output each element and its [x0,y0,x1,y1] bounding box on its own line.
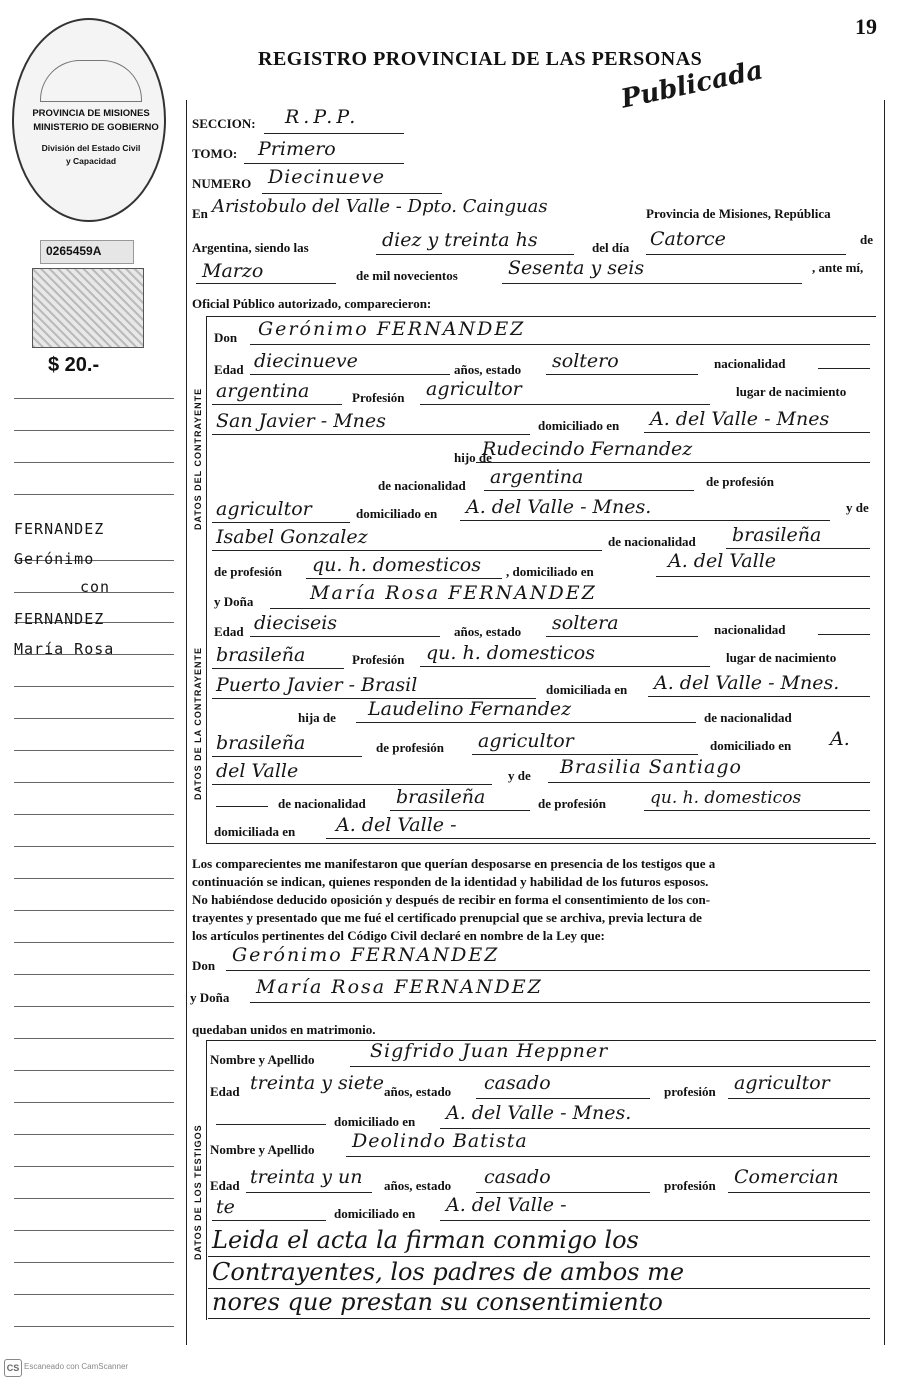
tomo-label: TOMO: [192,146,238,161]
margin-rule [14,942,174,943]
bride-profesion: qu. h. domesticos [426,642,595,664]
declaracion-line-3: No habiéndose deducido oposición y después de recibir en forma el consentimiento de los con- [192,892,711,907]
margin-rule [14,814,174,815]
official-seal [12,18,166,222]
bride-name: María Rosa FERNANDEZ [310,582,597,604]
groom-domicilio-underline [644,432,870,433]
groom-name: Gerónimo FERNANDEZ [258,318,526,340]
margin-rule [14,1294,174,1295]
revenue-stamp-icon [32,268,144,348]
bride-name-underline [270,608,870,609]
t1-name-underline [350,1066,870,1067]
bride-madre-prof-label: de profesión [538,796,607,811]
groom-madre-nac-underline [726,548,870,549]
groom-profesion-underline [420,404,710,405]
closing-note-underline-3 [208,1318,870,1319]
margin-rule [14,1262,174,1263]
bride-madre-nacionalidad: brasileña [396,786,486,808]
edad-label: Edad [214,362,244,377]
groom-madre-profesion: qu. h. domesticos [312,554,481,576]
madre-nac-label: de nacionalidad [608,534,696,549]
bride-padre-prof-label: de profesión [376,740,445,755]
margin-rule [14,1166,174,1167]
t2-profesion: Comercian [734,1166,839,1188]
mes-underline [196,283,336,284]
provincia-text: Provincia de Misiones, República [646,206,831,221]
closing-note-underline-1 [208,1256,870,1257]
seal-line-1: PROVINCIA DE MISIONES [32,108,150,119]
testigos-left-rule [206,1040,207,1320]
groom-padre-nacionalidad: argentina [490,466,584,488]
bride-padre-underline [356,722,696,723]
margin-rule [14,718,174,719]
margin-rule [14,878,174,879]
document-title: REGISTRO PROVINCIAL DE LAS PERSONAS [258,48,703,70]
datos-contrayente-f-label: DATOS DE LA CONTRAYENTE [193,646,203,800]
madre-dom-label: , domiciliado en [506,564,594,579]
seal-line-2: MINISTERIO DE GOBIERNO [33,122,159,133]
datos-contrayente-label: DATOS DEL CONTRAYENTE [193,387,203,530]
tomo-value: Primero [258,138,336,160]
decl-don-label: Don [192,958,216,973]
margin-rule [14,1102,174,1103]
groom-madre-dom-underline [656,576,870,577]
place-value: Aristobulo del Valle - Dpto. Cainguas [212,196,548,217]
margin-rule [14,1006,174,1007]
bride-madre-nac-label: de nacionalidad [278,796,366,811]
ante-mi-text: , ante mí, [812,260,864,275]
contrayente-top-rule [206,316,876,317]
t2-edad-label: Edad [210,1178,240,1193]
bride-edad-label: Edad [214,624,244,639]
publicada-annotation: Publicada [618,55,766,115]
bride-padre-profesion: agricultor [478,730,574,752]
bride-madre-prof-underline [644,810,870,811]
t1-profesion-label: profesión [664,1084,716,1099]
bride-madre-domicilio: A. del Valle - [336,814,457,836]
t2-name-underline [346,1156,870,1157]
groom-padre-underline [476,462,870,463]
groom-madre-domicilio: A. del Valle [668,550,777,572]
camscanner-logo-icon: CS [4,1359,22,1377]
groom-nacionalidad-underline [212,404,342,405]
bride-padre-nacionalidad: brasileña [216,732,306,754]
page-number: 19 [855,14,877,39]
groom-padre-nac-underline [484,490,694,491]
bride-nac-underline [212,668,344,669]
quedaban-text: quedaban unidos en matrimonio. [192,1022,376,1037]
margin-rule [14,910,174,911]
margin-rule [14,1230,174,1231]
scanner-footer-text: Escaneado con CamScanner [24,1362,129,1371]
hijo-label: hijo de [454,450,492,465]
t1-estado: casado [484,1072,551,1094]
t2-estado-underline [476,1192,650,1193]
seal-line-4: y Capacidad [65,156,117,166]
en-label: En [192,206,208,221]
bride-lugar-label: lugar de nacimiento [726,650,837,665]
declaracion-line-5: los artículos pertinentes del Código Civil declaré en nombre de la Ley que: [192,928,605,943]
profesion-label: Profesión [352,390,405,405]
groom-madre: Isabel Gonzalez [216,526,368,548]
bride-padre-nac-underline [212,756,362,757]
decl-dona-label: y Doña [190,990,230,1005]
groom-estado: soltero [552,350,619,372]
t2-profesion-label: profesión [664,1178,716,1193]
t2-edad-underline [246,1192,372,1193]
decl-dona-underline [250,1002,870,1003]
margin-rule [14,1198,174,1199]
t2-profesion-cont: te [216,1196,235,1218]
bride-profesion-underline [420,666,710,667]
t2-domicilio-underline [440,1220,870,1221]
hija-label: hija de [298,710,336,725]
bride-estado-underline [546,636,698,637]
t1-edad: treinta y siete [250,1072,385,1094]
margin-rule [14,494,174,495]
groom-padre-domicilio: A. del Valle - Mnes. [466,496,652,518]
margin-rule [14,782,174,783]
groom-padre-profesion: agricultor [216,498,312,520]
t1-estado-underline [476,1098,650,1099]
t2-domiciliado-label: domiciliado en [334,1206,416,1221]
decl-dona-name: María Rosa FERNANDEZ [256,976,543,998]
t2-domicilio: A. del Valle - [446,1194,567,1216]
groom-edad: diecinueve [254,350,358,372]
margin-rule [14,686,174,687]
dia-value: Catorce [650,228,726,250]
oficial-text: Oficial Público autorizado, comparecieron: [192,296,432,311]
t2-prof-cont-underline [212,1220,326,1221]
bride-padre: Laudelino Fernandez [368,698,572,720]
margin-note-line-2: Gerónimo [14,550,95,568]
anio-underline [502,283,802,284]
datos-testigos-label: DATOS DE LOS TESTIGOS [193,1124,203,1260]
madre-prof-label: de profesión [214,564,283,579]
margin-rule [14,846,174,847]
numero-label: NUMERO [192,176,252,191]
bride-lugar: Puerto Javier - Brasil [216,674,418,696]
bride-madre-profesion: qu. h. domesticos [650,788,802,808]
groom-domicilio: A. del Valle - Mnes [650,408,830,430]
bride-madre-dom-underline [326,838,870,839]
bride-profesion-label: Profesión [352,652,405,667]
margin-rule [14,462,174,463]
bride-madre-nac-dash [216,806,268,807]
y-de-label: y de [846,500,869,515]
mes-value: Marzo [202,260,264,282]
bride-padre-nac-label: de nacionalidad [704,710,792,725]
t1-name: Sigfrido Juan Heppner [370,1040,609,1062]
anio-value: Sesenta y seis [508,257,645,279]
stamp-price: $ 20.- [48,354,100,376]
groom-nacionalidad: argentina [216,380,310,402]
t1-nombre-label: Nombre y Apellido [210,1052,315,1067]
margin-rule [14,398,174,399]
bride-padre-dom-underline [212,784,492,785]
margin-rule [14,750,174,751]
groom-madre-prof-underline [306,578,502,579]
t2-profesion-underline [728,1192,870,1193]
bride-padre-dom-1: A. [830,728,850,750]
closing-note-line-1: Leida el acta la firman conmigo los [212,1226,639,1254]
margin-rule [14,1326,174,1327]
bride-nacionalidad-label: nacionalidad [714,622,786,637]
padre-dom-label: domiciliado en [356,506,438,521]
del-dia-text: del día [592,240,630,255]
groom-madre-nacionalidad: brasileña [732,524,822,546]
hora-underline [376,254,574,255]
decl-don-underline [226,970,870,971]
bride-madre-dom-label: domiciliada en [214,824,296,839]
bride-padre-dom-2: del Valle [216,760,299,782]
t2-name: Deolindo Batista [352,1130,528,1152]
t2-anios-estado-label: años, estado [384,1178,452,1193]
declaracion-line-1: Los comparecientes me manifestaron que querían desposarse en presencia de los testigos que a [192,856,716,871]
numero-underline [262,193,442,194]
groom-lugar: San Javier - Mnes [216,410,386,432]
de-mil-text: de mil novecientos [356,268,458,283]
seccion-underline [264,133,404,134]
tomo-underline [244,163,404,164]
groom-lugar-underline [212,434,530,435]
stamp-serial: 0265459A [46,244,102,258]
domiciliado-label: domiciliado en [538,418,620,433]
argentina-text: Argentina, siendo las [192,240,309,255]
t1-domicilio: A. del Valle - Mnes. [446,1102,632,1124]
bride-madre: Brasilia Santiago [560,756,742,778]
t2-edad: treinta y un [250,1166,363,1188]
bride-nac-dash [818,634,870,635]
groom-estado-underline [546,374,698,375]
t1-anios-estado-label: años, estado [384,1084,452,1099]
t1-profesion-underline [728,1098,870,1099]
seal-line-3: División del Estado Civil [41,143,141,153]
groom-padre-dom-underline [460,520,830,521]
t1-domicilio-underline [440,1128,870,1129]
t1-dom-dash [216,1124,326,1125]
contrayente-left-rule [206,316,207,844]
anios-estado-label: años, estado [454,362,522,377]
bride-domiciliada-label: domiciliada en [546,682,628,697]
nacionalidad-dash [818,368,870,369]
declaracion-line-4: trayentes y presentado que me fué el certificado prenupcial que se archiva, previa lectura de [192,910,702,925]
closing-note-line-3: nores que prestan su consentimiento [212,1288,663,1316]
bride-padre-dom-label: domiciliado en [710,738,792,753]
margin-note-line-1: FERNANDEZ [14,520,105,538]
closing-note-line-2: Contrayentes, los padres de ambos me [212,1258,685,1286]
margin-rule [14,1038,174,1039]
seccion-value: R.P.P. [285,106,360,128]
groom-profesion: agricultor [426,378,522,400]
groom-madre-underline [212,550,602,551]
bride-domicilio-underline [648,696,870,697]
margin-note-line-5: María Rosa [14,640,115,658]
t1-profesion: agricultor [734,1072,830,1094]
t1-domiciliado-label: domiciliado en [334,1114,416,1129]
t1-edad-label: Edad [210,1084,240,1099]
bride-estado: soltera [552,612,619,634]
seccion-label: SECCION: [192,116,256,131]
don-label: Don [214,330,238,345]
padre-nac-label: de nacionalidad [378,478,466,493]
decl-don-name: Gerónimo FERNANDEZ [232,944,500,966]
bride-madre-underline [548,782,870,783]
bride-edad: dieciseis [254,612,338,634]
form-left-border [186,100,187,1345]
margin-rule [14,430,174,431]
hora-value: diez y treinta hs [382,229,538,251]
margin-rule [14,1134,174,1135]
numero-value: Diecinueve [268,166,385,188]
de-text: de [860,232,873,247]
bride-madre-nac-underline [390,810,530,811]
bride-nacionalidad: brasileña [216,644,306,666]
form-right-border [884,100,885,1345]
bride-y-de-label: y de [508,768,531,783]
groom-edad-underline [250,374,450,375]
bride-edad-underline [250,636,440,637]
margin-note-line-4: FERNANDEZ [14,610,105,628]
bride-padre-prof-underline [472,754,698,755]
declaracion-line-2: continuación se indican, quienes responden de la identidad y habilidad de los futuros esposos. [192,874,709,889]
bride-anios-estado-label: años, estado [454,624,522,639]
lugar-label: lugar de nacimiento [736,384,847,399]
dona-label: y Doña [214,594,254,609]
bride-domicilio: A. del Valle - Mnes. [654,672,840,694]
margin-rule [14,974,174,975]
t2-nombre-label: Nombre y Apellido [210,1142,315,1157]
margin-rule [14,1070,174,1071]
t2-estado: casado [484,1166,551,1188]
margin-note-line-3: con [80,578,111,596]
padre-prof-label: de profesión [706,474,775,489]
dia-underline [646,254,846,255]
nacionalidad-label: nacionalidad [714,356,786,371]
contrayente-bottom-rule [206,843,876,844]
groom-padre: Rudecindo Fernandez [482,438,693,460]
groom-padre-prof-underline [212,522,350,523]
groom-name-underline [250,344,870,345]
